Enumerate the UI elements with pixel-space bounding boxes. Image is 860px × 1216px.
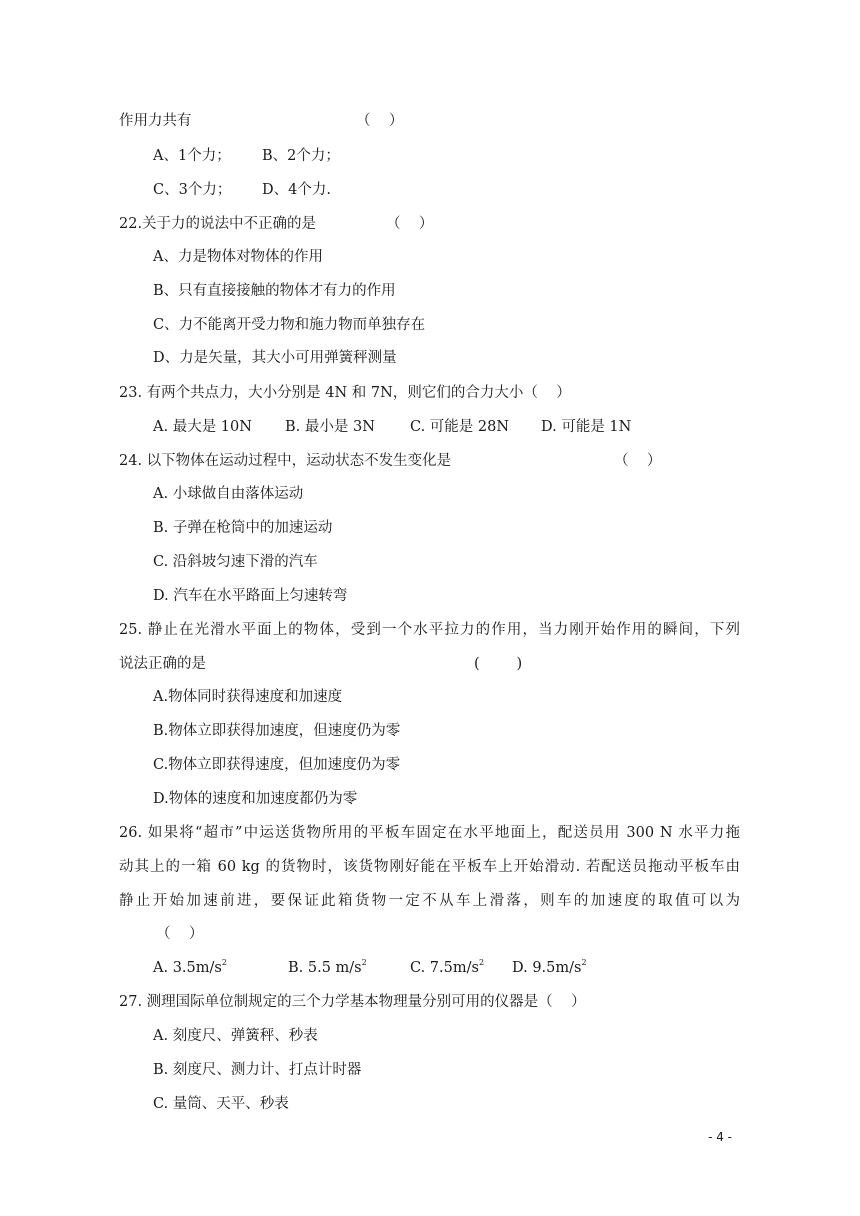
q26-option-b (288, 958, 367, 978)
q25-option-a: A.物体同时获得速度和加速度 (153, 689, 343, 705)
q24-option-a: A. 小球做自由落体运动 (153, 486, 304, 502)
q27-option-a: A. 刻度尺、弹簧秤、秒表 (153, 1028, 318, 1044)
q21-tail-text: 作用力共有 (119, 113, 192, 129)
q26-option-c-label: C. 7.5m/s (410, 960, 479, 976)
q27-option-b: B. 刻度尺、测力计、打点计时器 (153, 1062, 362, 1078)
q24-option-b: B. 子弹在枪筒中的加速运动 (153, 520, 333, 536)
q26-option-a (153, 958, 227, 978)
q23-option-a: A. 最大是 10N (153, 419, 252, 435)
q24-stem: 24. 以下物体在运动过程中，运动状态不发生变化是 (119, 453, 452, 469)
q24-option-c: C. 沿斜坡匀速下滑的汽车 (153, 554, 318, 570)
q27-stem: 27. 测理国际单位制规定的三个力学基本物理量分别可用的仪器是（ ） (119, 994, 586, 1010)
q22-option-b: B、只有直接接触的物体才有力的作用 (153, 283, 396, 299)
q26-stem-line-3: 静止开始加速前进，要保证此箱货物一定不从车上滑落，则车的加速度的取值可以为 (119, 893, 740, 909)
q25-stem-line-2: 说法正确的是 (119, 656, 206, 672)
q25-stem-line-1: 25. 静止在光滑水平面上的物体，受到一个水平拉力的作用，当力刚开始作用的瞬间，下列 (119, 622, 740, 638)
q23-option-b: B. 最小是 3N (285, 419, 375, 435)
q21-option-a: A、1个力； (153, 148, 231, 164)
q25-answer-paren: ( ) (474, 656, 523, 672)
q26-option-d-exponent: 2 (581, 958, 587, 967)
q26-option-c-exponent: 2 (478, 958, 485, 967)
q21-option-d: D、4个力. (262, 182, 331, 198)
q26-option-d-label: D. 9.5m/s (512, 960, 582, 976)
q25-option-d: D.物体的速度和加速度都仍为零 (153, 791, 358, 807)
q23-option-c: C. 可能是 28N (410, 419, 510, 435)
q24-option-d: D. 汽车在水平路面上匀速转弯 (153, 588, 348, 604)
q26-answer-paren: （ ） (156, 926, 204, 942)
q21-answer-paren: （ ） (356, 113, 404, 129)
q26-options-row (153, 958, 613, 978)
q26-stem-line-1: 26. 如果将“超市”中运送货物所用的平板车固定在水平地面上，配送员用 300 N 水平力拖 (119, 825, 740, 841)
q24-answer-paren: （ ） (614, 453, 662, 469)
q22-stem: 22.关于力的说法中不正确的是 (119, 216, 317, 232)
q22-option-d: D、力是矢量，其大小可用弹簧秤测量 (153, 350, 397, 366)
q23-option-d: D. 可能是 1N (541, 419, 632, 435)
q23-stem: 23. 有两个共点力，大小分别是 4N 和 7N，则它们的合力大小（ ） (119, 385, 571, 401)
q21-option-b: B、2个力； (262, 148, 340, 164)
q23-options-row (153, 417, 673, 437)
q26-option-a-label: A. 3.5m/s (153, 960, 222, 976)
q22-option-a: A、力是物体对物体的作用 (153, 249, 323, 265)
q26-option-a-exponent: 2 (221, 958, 227, 967)
q26-stem-line-2: 动其上的一箱 60 kg 的货物时，该货物刚好能在平板车上开始滑动. 若配送员拖动平板车由 (119, 859, 740, 875)
q22-option-c: C、力不能离开受力物和施力物而单独存在 (153, 317, 426, 333)
q22-answer-paren: （ ） (386, 216, 434, 232)
q26-option-b-label: B. 5.5 m/s (288, 960, 362, 976)
q25-option-b: B.物体立即获得加速度，但速度仍为零 (153, 723, 401, 739)
page-number: - 4 - (708, 1130, 732, 1144)
q26-option-b-exponent: 2 (361, 958, 367, 967)
q25-option-c: C.物体立即获得速度，但加速度仍为零 (153, 757, 401, 773)
q27-option-c: C. 量筒、天平、秒表 (153, 1096, 289, 1112)
q26-option-c (410, 958, 484, 978)
q26-option-d (512, 958, 587, 978)
q21-option-c: C、3个力； (153, 182, 232, 198)
